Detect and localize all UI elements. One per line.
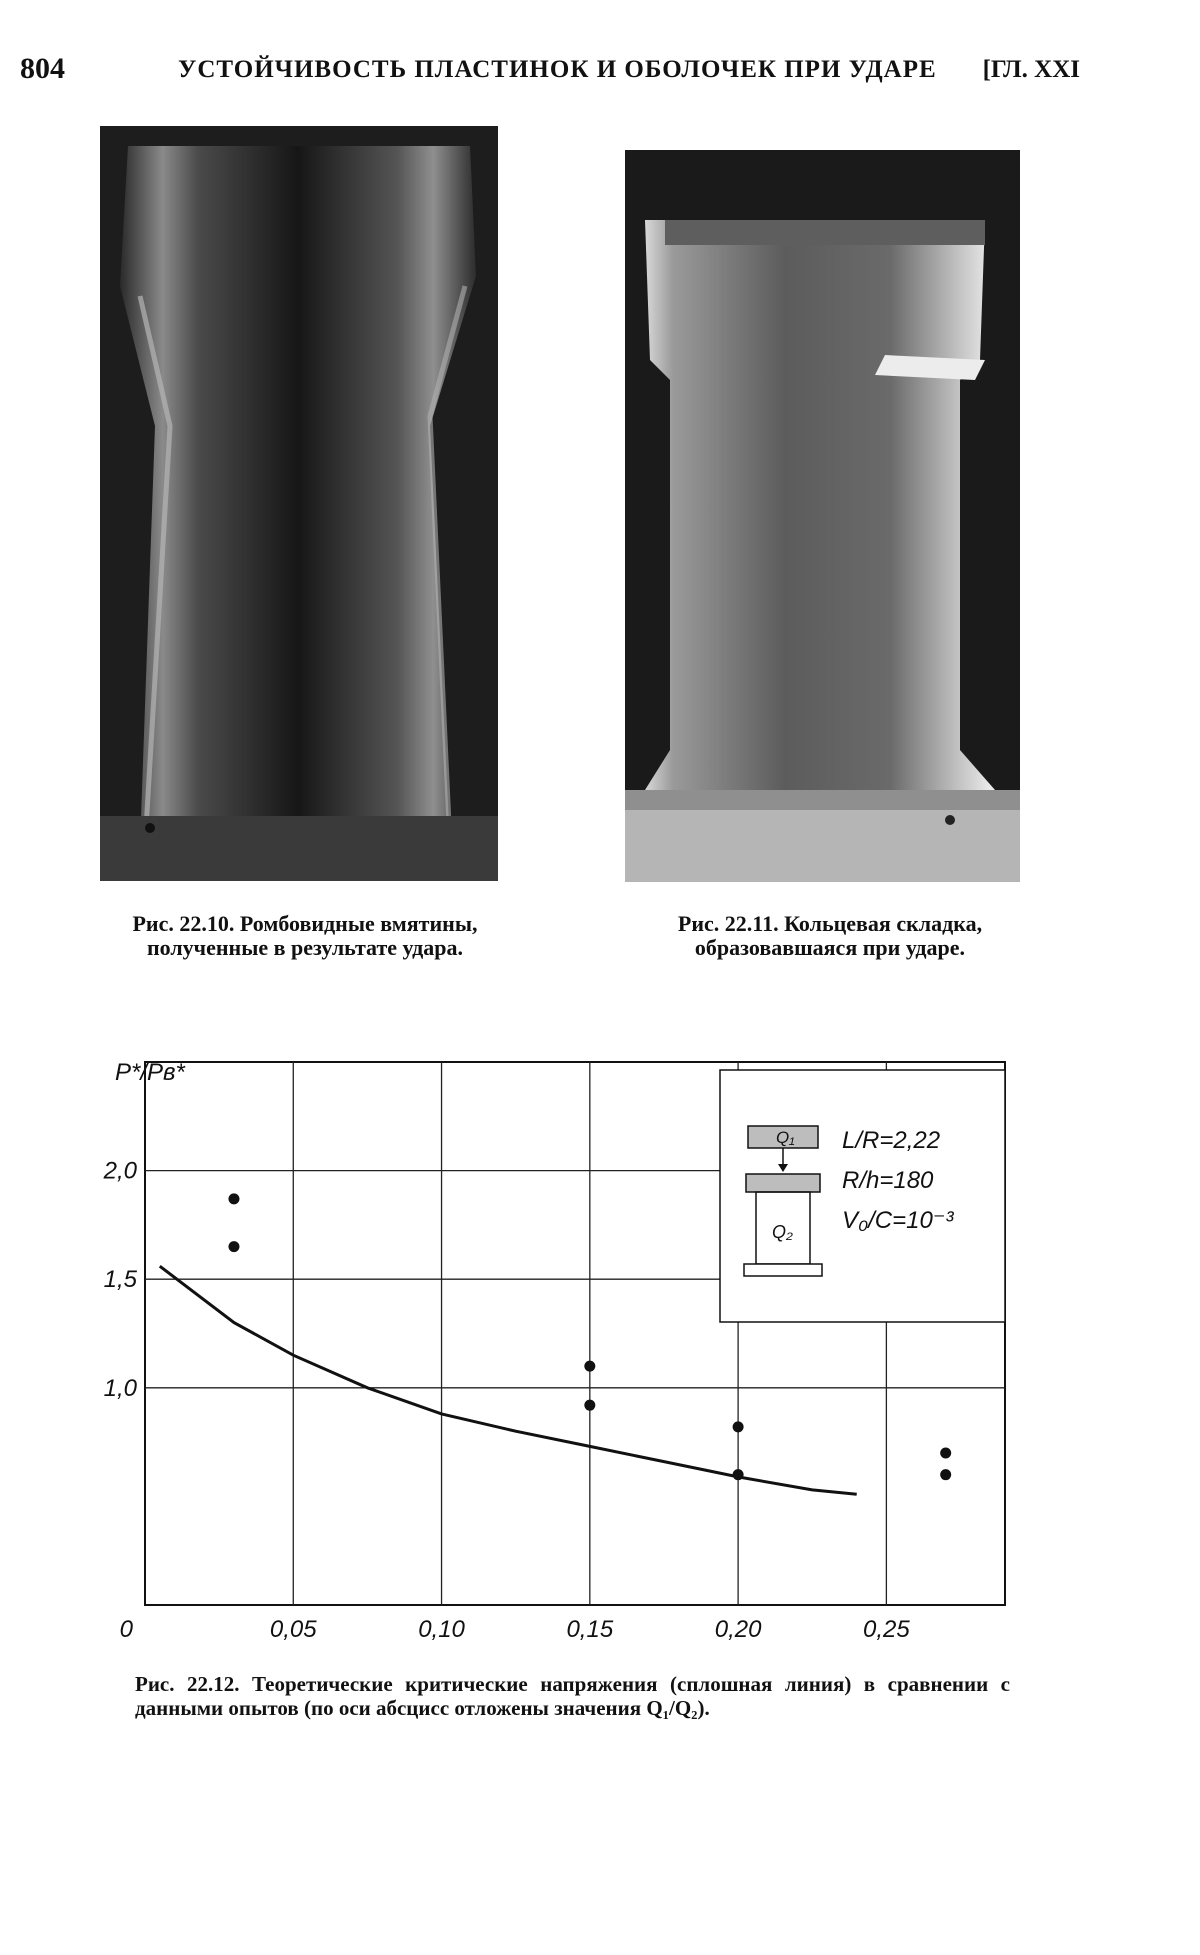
legend-box bbox=[720, 1070, 1005, 1322]
photo-ring-fold bbox=[625, 150, 1020, 882]
figure-22-10-caption: Рис. 22.10. Ромбовидные вмятины, полученные в результате удара. bbox=[132, 911, 478, 960]
shell-cap bbox=[746, 1174, 820, 1192]
y-tick-label: 1,5 bbox=[103, 1266, 137, 1294]
chapter-label: [ГЛ. XXI bbox=[982, 56, 1080, 83]
page-number: 804 bbox=[20, 52, 65, 85]
x-tick-label: 0,25 bbox=[863, 1616, 910, 1643]
legend-parameter: L/R=2,22 bbox=[842, 1127, 941, 1154]
q1-label: Q₁ bbox=[776, 1128, 795, 1147]
photo-ring-fold-image bbox=[625, 150, 1020, 882]
page-header bbox=[20, 52, 1080, 92]
legend-parameter: V₀/C=10⁻³ bbox=[842, 1207, 954, 1234]
q2-label: Q₂ bbox=[772, 1222, 793, 1242]
figure-22-11-caption: Рис. 22.11. Кольцевая складка, образовавшаяся при ударе. bbox=[677, 911, 983, 960]
x-tick-label: 0,15 bbox=[566, 1616, 614, 1643]
figure-22-12-caption: Рис. 22.12. Теоретические критические напряжения (сплошная линия) в сравнении с данными опытов (по оси абсцисс отложены значения Q₁/Q₂). bbox=[135, 1672, 1010, 1720]
x-tick-label: 0,05 bbox=[269, 1616, 317, 1643]
x-tick-label: 0,10 bbox=[418, 1616, 465, 1643]
data-point bbox=[733, 1421, 744, 1432]
shell-base bbox=[744, 1264, 822, 1276]
photo-rhombic-dents bbox=[100, 126, 498, 881]
photo-rhombic-dents-image bbox=[100, 126, 498, 881]
y-tick-label: 2,0 bbox=[103, 1157, 137, 1185]
data-point bbox=[940, 1469, 951, 1480]
data-point bbox=[733, 1469, 744, 1480]
y-tick-label: 1,0 bbox=[103, 1374, 137, 1402]
origin-label: 0 bbox=[119, 1616, 133, 1643]
data-point bbox=[228, 1193, 239, 1204]
data-point bbox=[940, 1447, 951, 1458]
running-title: УСТОЙЧИВОСТЬ ПЛАСТИНОК И ОБОЛОЧЕК ПРИ УДАРЕ bbox=[178, 56, 937, 83]
figure-22-12-chart bbox=[103, 1040, 1020, 1660]
y-axis-label: P*/Pв* bbox=[115, 1059, 185, 1086]
data-point bbox=[228, 1241, 239, 1252]
x-tick-label: 0,20 bbox=[714, 1616, 762, 1643]
data-point bbox=[584, 1400, 595, 1411]
chart-legend-box bbox=[720, 1070, 1005, 1322]
legend-parameter: R/h=180 bbox=[842, 1167, 934, 1194]
data-point bbox=[584, 1361, 595, 1372]
